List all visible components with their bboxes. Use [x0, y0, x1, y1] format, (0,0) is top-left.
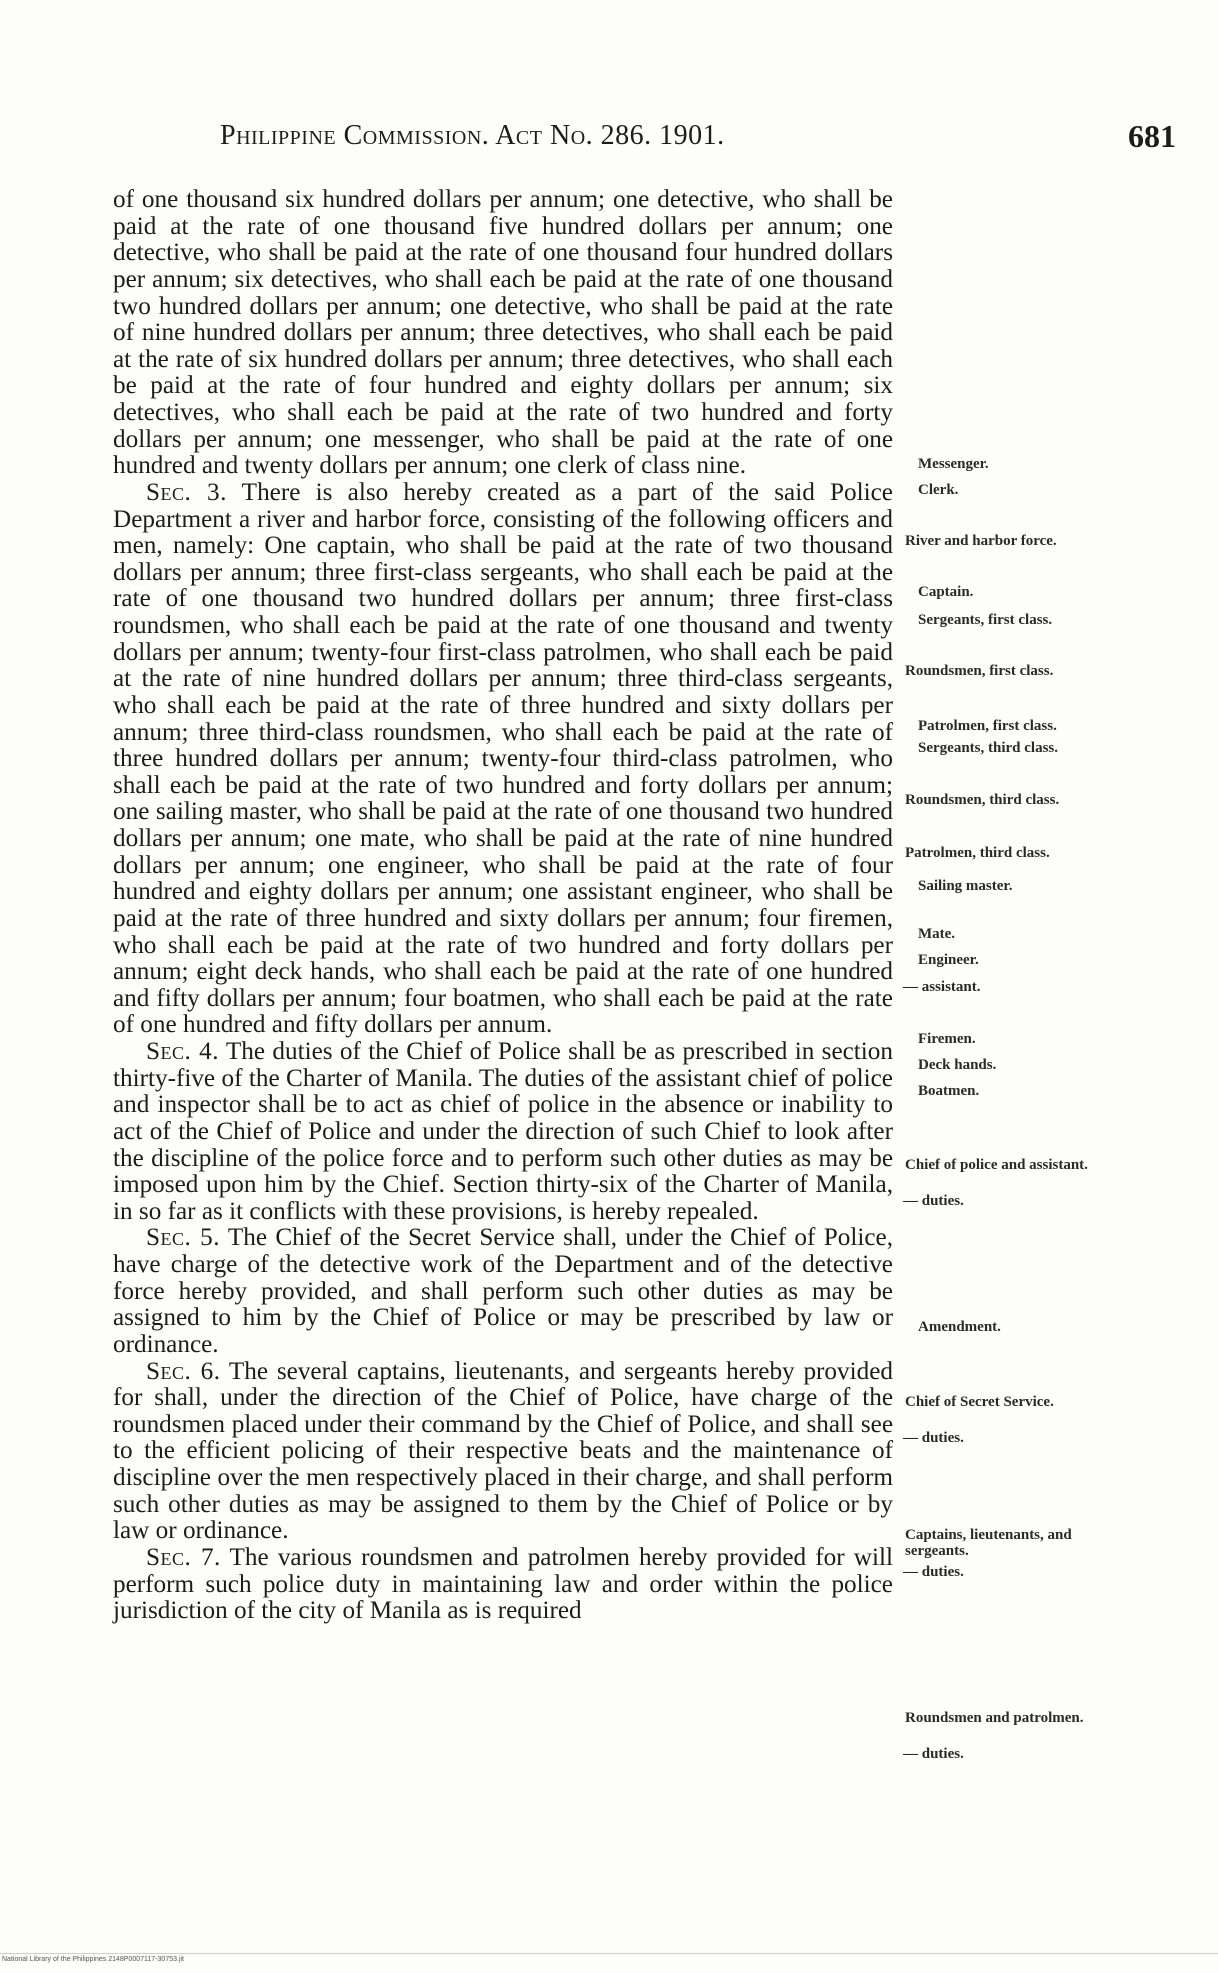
- margin-note-captains-lieutenants: Captains, lieutenants, and sergeants.: [905, 1527, 1072, 1559]
- margin-note-sergeants-third: Sergeants, third class.: [918, 740, 1058, 756]
- margin-note-firemen: Firemen.: [918, 1031, 976, 1047]
- section-5-text: The Chief of the Secret Service shall, under the Chief of Police, have charge of the detective work of the Department and of the detective force hereby provided, and shall perform such other duties as may be assigned to him by the Chief of Police or may be prescribed by law or ordinance.: [113, 1224, 893, 1358]
- margin-note-sailing-master: Sailing master.: [918, 878, 1013, 894]
- margin-note-patrolmen-third: Patrolmen, third class.: [905, 845, 1050, 861]
- margin-note-boatmen: Boatmen.: [918, 1083, 980, 1099]
- margin-note-patrolmen-first: Patrolmen, first class.: [918, 718, 1057, 734]
- margin-note-amendment: Amendment.: [918, 1319, 1001, 1335]
- margin-note-mate: Mate.: [918, 926, 956, 942]
- margin-note-chief-secret: Chief of Secret Service.: [905, 1394, 1054, 1410]
- margin-note-assistant: — assistant.: [903, 979, 981, 995]
- margin-note-duties-4: — duties.: [903, 1746, 964, 1762]
- paragraph-continuation: of one thousand six hundred dollars per annum; one detective, who shall be paid at the rate of one thousand five hundred dollars per annum; one detective, who shall be paid at the rate of one thousand four hundred dollars per annum; six detectives, who shall each be paid at the rate of one thousand two hundred dollars per annum; one detective, who shall be paid at the rate of nine hundred dollars per annum; three detectives, who shall each be paid at the rate of six hundred dollars per annum; three detectives, who shall each be paid at the rate of four hundred and eighty dollars per annum; six detectives, who shall each be paid at the rate of two hundred and forty dollars per annum; one messenger, who shall be paid at the rate of one hundred and twenty dollars per annum; one clerk of class nine.: [113, 186, 893, 480]
- section-7-text: The various roundsmen and patrolmen hereby provided for will perform such police duty in maintaining law and order within the police jurisdiction of the city of Manila as is required: [113, 1543, 893, 1625]
- section-3-mark: Sec. 3.: [146, 478, 227, 506]
- margin-note-captain: Captain.: [918, 584, 974, 600]
- margin-note-clerk: Clerk.: [918, 482, 959, 498]
- margin-note-river-harbor: River and harbor force.: [905, 533, 1057, 549]
- section-5-mark: Sec. 5.: [146, 1224, 221, 1252]
- section-3-text: There is also hereby created as a part of the said Police Department a river and harbor force, consisting of the following officers and men, namely: One captain, who shall be paid at the rate of two thousand dollars per annum; three first-class sergeants, who shall each be paid at the rate of one thousand two hundred dollars per annum; three first-class roundsmen, who shall each be paid at the rate of one thousand and twenty dollars per annum; twenty-four first-class patrolmen, who shall each be paid at the rate of nine hundred dollars per annum; three third-class sergeants, who shall each be paid at the rate of three hundred and sixty dollars per annum; three third-class roundsmen, who shall each be paid at the rate of three hundred dollars per annum; twenty-four third-class patrolmen, who shall each be paid at the rate of two hundred and forty dollars per annum; one sailing master, who shall be paid at the rate of one thousand two hundred dollars per annum; one mate, who shall be paid at the rate of nine hundred dollars per annum; one engineer, who shall be paid at the rate of four hundred and eighty dollars per annum; one assistant engineer, who shall be paid at the rate of three hundred and sixty dollars per annum; four firemen, who shall each be paid at the rate of two hundred and forty dollars per annum; eight deck hands, who shall each be paid at the rate of one hundred and fifty dollars per annum; four boatmen, who shall each be paid at the rate of one hundred and fifty dollars per annum.: [113, 478, 893, 1039]
- section-6-text: The several captains, lieutenants, and sergeants hereby provided for shall, under the direction of the Chief of Police, have charge of the roundsmen placed under their command by the Chief of Police, and shall see to the efficient policing of their respective beats and the maintenance of discipline over the men respectively placed in their charge, and shall perform such other duties as may be assigned to them by the Chief of Police or by law or ordinance.: [113, 1357, 893, 1545]
- footer-credit: National Library of the Philippines 2148P0007117-30753.jit: [2, 1956, 184, 1963]
- margin-note-roundsmen-patrolmen: Roundsmen and patrolmen.: [905, 1710, 1084, 1726]
- section-4-text: The duties of the Chief of Police shall be as prescribed in section thirty-five of the Charter of Manila. The duties of the assistant chief of police and inspector shall be to act as chief of police in the absence or inability to act of the Chief of Police and under the direction of such Chief to look after the discipline of the police force and to perform such other duties as may be imposed upon him by the Chief. Section thirty-six of the Charter of Manila, in so far as it conflicts with these provisions, is hereby repealed.: [113, 1038, 893, 1225]
- margin-note-sergeants-first: Sergeants, first class.: [918, 612, 1053, 628]
- section-6-mark: Sec. 6.: [146, 1357, 221, 1385]
- page-number: 681: [1128, 118, 1176, 154]
- section-4-mark: Sec. 4.: [146, 1038, 220, 1065]
- section-7-mark: Sec. 7.: [146, 1543, 221, 1571]
- margin-note-roundsmen-first: Roundsmen, first class.: [905, 663, 1054, 679]
- margin-note-roundsmen-third: Roundsmen, third class.: [905, 792, 1060, 808]
- margin-note-engineer: Engineer.: [918, 952, 979, 968]
- margin-note-chief-police: Chief of police and assistant.: [905, 1157, 1088, 1173]
- running-head: Philippine Commission. Act No. 286. 1901.: [220, 120, 725, 151]
- margin-note-duties-2: — duties.: [903, 1430, 964, 1446]
- margin-note-deck-hands: Deck hands.: [918, 1057, 997, 1073]
- margin-note-messenger: Messenger.: [918, 456, 989, 472]
- margin-note-duties-3: — duties.: [903, 1564, 964, 1580]
- margin-note-duties-1: — duties.: [903, 1193, 964, 1209]
- bottom-rule: [0, 1953, 1218, 1954]
